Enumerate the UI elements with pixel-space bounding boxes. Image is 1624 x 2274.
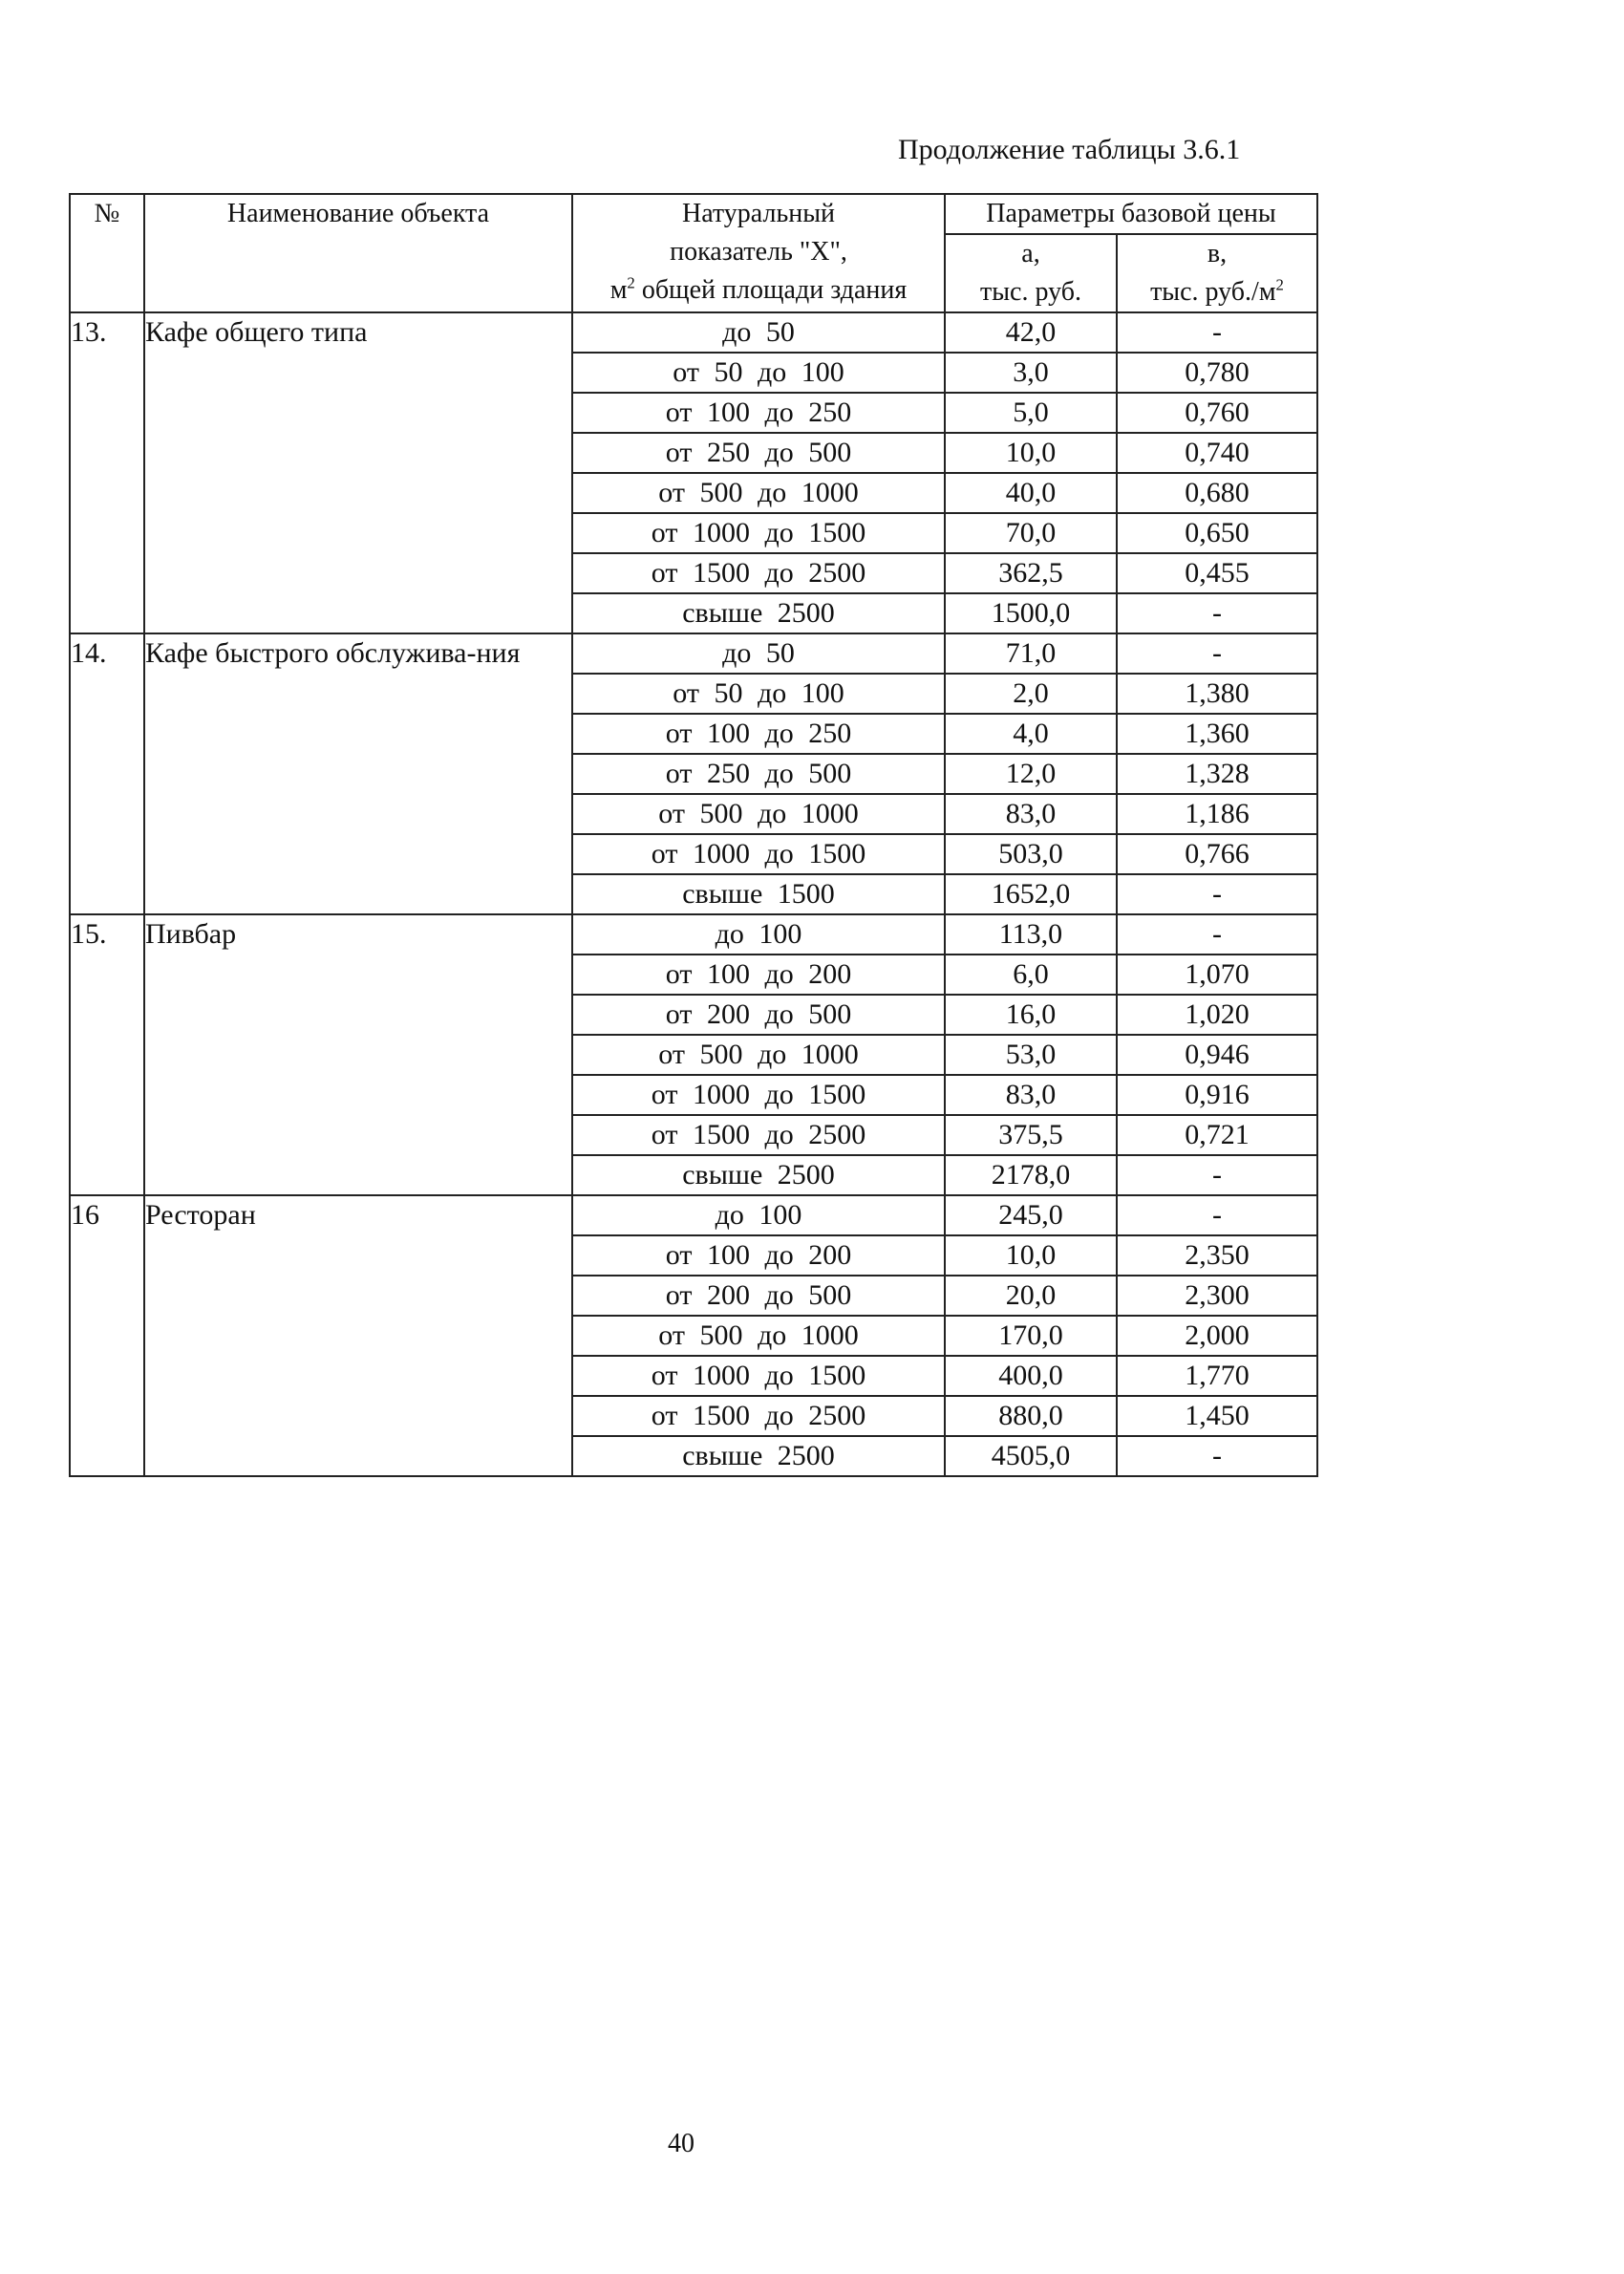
param-b-cell: 2,350 [1117, 1235, 1317, 1276]
param-a-cell: 375,5 [945, 1115, 1117, 1155]
area-range-cell: до 50 [572, 312, 945, 353]
area-range-cell: от 200 до 500 [572, 995, 945, 1035]
param-b-cell: - [1117, 593, 1317, 633]
param-a-cell: 40,0 [945, 473, 1117, 513]
area-range-cell: до 100 [572, 914, 945, 955]
header-natural-indicator [572, 194, 945, 312]
param-b-cell: 0,680 [1117, 473, 1317, 513]
param-b-cell: - [1117, 874, 1317, 914]
object-number: 16 [70, 1195, 144, 1476]
param-a-cell: 12,0 [945, 754, 1117, 794]
param-b-cell: 0,721 [1117, 1115, 1317, 1155]
param-b-cell: - [1117, 312, 1317, 353]
param-a-cell: 20,0 [945, 1276, 1117, 1316]
header-param-a-unit: тыс. руб. [980, 277, 1081, 307]
param-a-cell: 113,0 [945, 914, 1117, 955]
param-a-cell: 16,0 [945, 995, 1117, 1035]
header-param-a [945, 234, 1117, 312]
param-a-cell: 2178,0 [945, 1155, 1117, 1195]
area-range-cell: от 1000 до 1500 [572, 513, 945, 553]
header-indicator-line2: показатель "X", [670, 237, 847, 267]
param-a-cell: 245,0 [945, 1195, 1117, 1235]
header-indicator-rest: общей площади здания [634, 275, 908, 305]
param-b-cell: 1,770 [1117, 1356, 1317, 1396]
table-body [70, 312, 1317, 1476]
param-b-cell: - [1117, 1436, 1317, 1476]
param-b-cell: 2,300 [1117, 1276, 1317, 1316]
param-a-cell: 4,0 [945, 714, 1117, 754]
area-range-cell: до 100 [572, 1195, 945, 1235]
header-indicator-line3 [573, 271, 944, 310]
param-a-cell: 362,5 [945, 553, 1117, 593]
param-a-cell: 83,0 [945, 1075, 1117, 1115]
object-name: Кафе общего типа [144, 312, 572, 633]
header-param-a-symbol: а, [1021, 239, 1040, 268]
param-a-cell: 1500,0 [945, 593, 1117, 633]
area-range-cell: от 500 до 1000 [572, 1316, 945, 1356]
param-a-cell: 5,0 [945, 393, 1117, 433]
header-param-b-unit [1118, 273, 1316, 311]
header-indicator-line1: Натуральный [682, 199, 835, 228]
param-a-cell: 1652,0 [945, 874, 1117, 914]
area-range-cell: от 250 до 500 [572, 754, 945, 794]
area-range-cell: от 200 до 500 [572, 1276, 945, 1316]
area-range-cell: от 500 до 1000 [572, 1035, 945, 1075]
param-a-cell: 70,0 [945, 513, 1117, 553]
param-b-cell: 0,916 [1117, 1075, 1317, 1115]
param-a-cell: 2,0 [945, 674, 1117, 714]
param-b-cell: 2,000 [1117, 1316, 1317, 1356]
header-param-b-unit-power: 2 [1275, 275, 1284, 294]
param-a-cell: 10,0 [945, 433, 1117, 473]
table-row [70, 633, 1317, 674]
object-number: 13. [70, 312, 144, 633]
param-b-cell: 0,455 [1117, 553, 1317, 593]
area-range-cell: от 100 до 200 [572, 1235, 945, 1276]
param-b-cell: 1,186 [1117, 794, 1317, 834]
object-name: Пивбар [144, 914, 572, 1195]
table-continuation-label: Продолжение таблицы 3.6.1 [898, 134, 1241, 165]
area-range-cell: от 50 до 100 [572, 674, 945, 714]
table-row [70, 312, 1317, 353]
param-b-cell: - [1117, 1155, 1317, 1195]
param-a-cell: 71,0 [945, 633, 1117, 674]
param-b-cell: - [1117, 1195, 1317, 1235]
area-range-cell: от 1500 до 2500 [572, 1115, 945, 1155]
param-b-cell: 0,760 [1117, 393, 1317, 433]
area-range-cell: от 1000 до 1500 [572, 1075, 945, 1115]
area-range-cell: от 100 до 250 [572, 393, 945, 433]
area-range-cell: от 500 до 1000 [572, 794, 945, 834]
header-number: № [70, 194, 144, 312]
param-a-cell: 3,0 [945, 353, 1117, 393]
param-a-cell: 10,0 [945, 1235, 1117, 1276]
area-range-cell: от 100 до 250 [572, 714, 945, 754]
param-a-cell: 83,0 [945, 794, 1117, 834]
header-indicator-unit: м [609, 275, 628, 305]
param-b-cell: 1,450 [1117, 1396, 1317, 1436]
area-range-cell: свыше 1500 [572, 874, 945, 914]
header-indicator-unit-power: 2 [627, 273, 635, 292]
area-range-cell: от 1500 до 2500 [572, 1396, 945, 1436]
area-range-cell: свыше 2500 [572, 1155, 945, 1195]
object-number: 15. [70, 914, 144, 1195]
param-b-cell: 1,328 [1117, 754, 1317, 794]
area-range-cell: от 1500 до 2500 [572, 553, 945, 593]
area-range-cell: свыше 2500 [572, 1436, 945, 1476]
area-range-cell: свыше 2500 [572, 593, 945, 633]
area-range-cell: от 1000 до 1500 [572, 1356, 945, 1396]
param-b-cell: 0,740 [1117, 433, 1317, 473]
param-a-cell: 42,0 [945, 312, 1117, 353]
area-range-cell: от 250 до 500 [572, 433, 945, 473]
param-b-cell: 1,070 [1117, 955, 1317, 995]
param-a-cell: 880,0 [945, 1396, 1117, 1436]
param-b-cell: - [1117, 633, 1317, 674]
header-param-b-unit-text: тыс. руб./м [1150, 277, 1276, 307]
param-a-cell: 4505,0 [945, 1436, 1117, 1476]
area-range-cell: от 500 до 1000 [572, 473, 945, 513]
param-b-cell: 0,946 [1117, 1035, 1317, 1075]
area-range-cell: от 100 до 200 [572, 955, 945, 995]
object-name: Кафе быстрого обслужива-ния [144, 633, 572, 914]
header-param-b [1117, 234, 1317, 312]
table-row [70, 1195, 1317, 1235]
param-a-cell: 6,0 [945, 955, 1117, 995]
param-b-cell: 1,380 [1117, 674, 1317, 714]
header-param-b-symbol: в, [1207, 239, 1228, 268]
header-base-price-params: Параметры базовой цены [945, 194, 1317, 234]
table-header [70, 194, 1317, 312]
area-range-cell: от 50 до 100 [572, 353, 945, 393]
object-number: 14. [70, 633, 144, 914]
object-name: Ресторан [144, 1195, 572, 1476]
param-b-cell: 0,780 [1117, 353, 1317, 393]
param-b-cell: 1,360 [1117, 714, 1317, 754]
param-a-cell: 503,0 [945, 834, 1117, 874]
header-object-name: Наименование объекта [144, 194, 572, 312]
param-b-cell: 1,020 [1117, 995, 1317, 1035]
area-range-cell: от 1000 до 1500 [572, 834, 945, 874]
price-parameters-table [69, 193, 1318, 1477]
table-row [70, 914, 1317, 955]
param-a-cell: 53,0 [945, 1035, 1117, 1075]
param-b-cell: 0,766 [1117, 834, 1317, 874]
param-a-cell: 400,0 [945, 1356, 1117, 1396]
param-b-cell: - [1117, 914, 1317, 955]
param-b-cell: 0,650 [1117, 513, 1317, 553]
param-a-cell: 170,0 [945, 1316, 1117, 1356]
page-number: 40 [668, 2129, 694, 2158]
area-range-cell: до 50 [572, 633, 945, 674]
